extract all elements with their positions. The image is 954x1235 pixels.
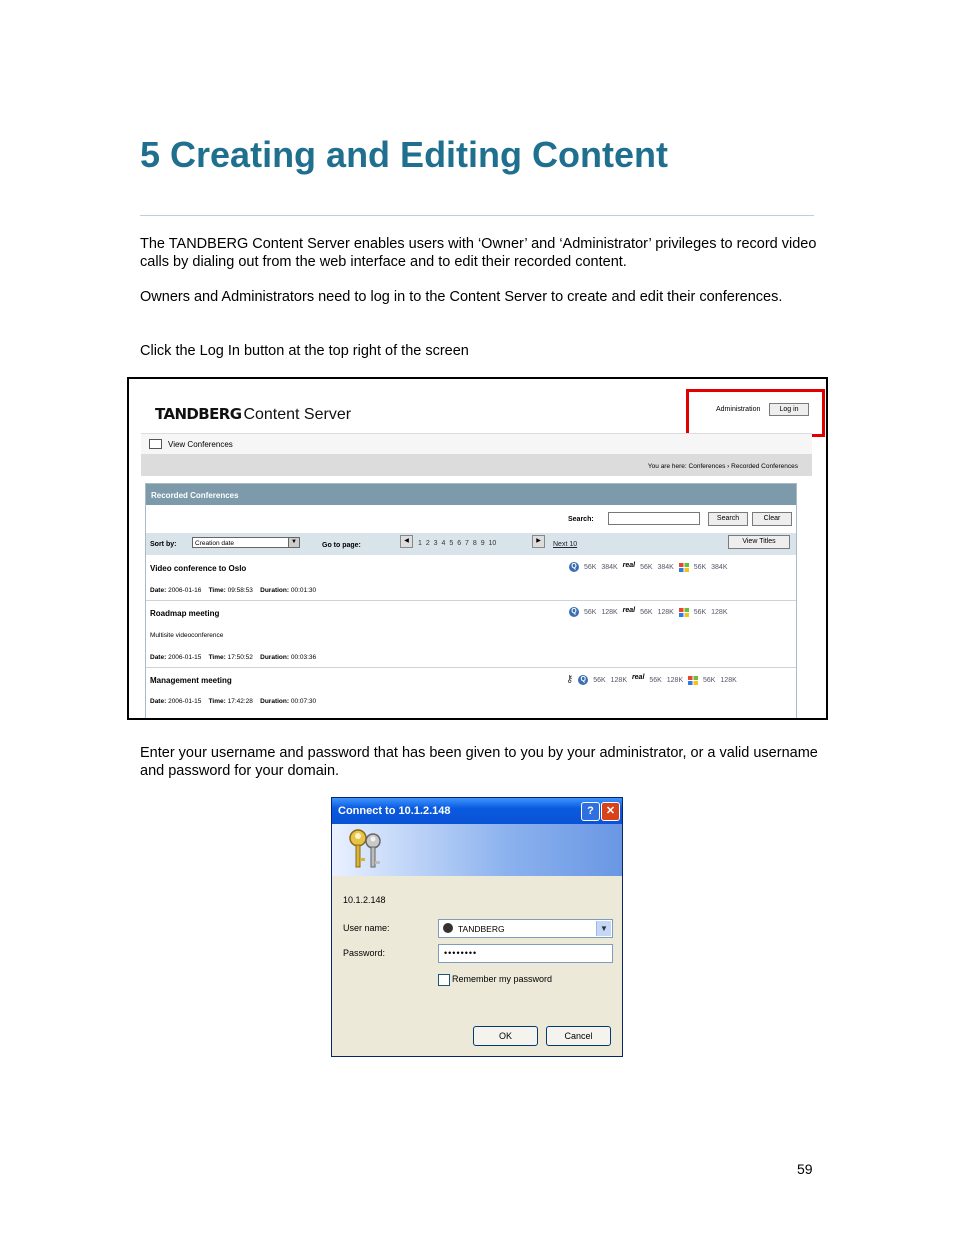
breadcrumb: You are here: Conferences › Recorded Conferences [647,463,798,470]
dialog-titlebar [332,798,622,824]
search-label: Search: [568,516,594,523]
login-button[interactable]: Log in [769,403,809,416]
close-button[interactable]: ✕ [601,802,620,821]
conference-row[interactable] [146,668,796,718]
quicktime-icon: Q [569,607,579,617]
chapter-title: 5 Creating and Editing Content [140,134,668,175]
password-label: Password: [343,948,386,958]
key-icon: ⚷ [566,674,574,685]
quicktime-icon: Q [569,562,579,572]
tandberg-logo: TANDBERG Content Server [155,405,352,423]
remember-password-checkbox[interactable] [438,974,450,986]
conference-title[interactable]: Video conference to Oslo [150,564,247,573]
quicktime-icon: Q [578,675,588,685]
connect-dialog [331,797,623,1057]
password-field[interactable] [438,944,613,963]
sort-select-value: Creation date [195,540,235,547]
breadcrumb-bar [141,454,812,476]
search-input[interactable] [608,512,700,525]
conference-meta: Date: 2006-01-15 Time: 17:42:28 Duration: 00:07:30 [150,698,317,705]
login-paragraph: Owners and Administrators need to log in to the Content Server to create and edit their conferences. [140,289,783,305]
windows-media-icon [688,676,698,685]
title-rule [140,215,814,216]
administration-link[interactable]: Administration [716,406,761,413]
password-value: •••••••• [444,948,478,958]
clear-button[interactable]: Clear [752,512,792,526]
remember-password-label[interactable]: Remember my password [452,974,553,984]
panel-title: Recorded Conferences [151,491,239,500]
login-highlight-box [686,389,825,437]
real-icon: real [622,562,636,569]
page-links[interactable]: 1 2 3 4 5 6 7 8 9 10 [418,540,497,547]
intro-paragraph: The TANDBERG Content Server enables users with ‘Owner’ and ‘Administrator’ privileges to record video calls by dialing out from the web interface and to edit their recorded content. [140,236,817,270]
keys-icon [346,827,386,873]
media-links[interactable]: Q 56K 128K real 56K 128K 56K 128K [569,607,727,617]
conference-description: Multisite videoconference [150,632,224,639]
real-icon: real [631,674,645,681]
conference-meta: Date: 2006-01-15 Time: 17:50:52 Duration: 00:03:36 [150,654,317,661]
conference-row[interactable] [146,556,796,601]
conference-title[interactable]: Management meeting [150,676,232,685]
conference-row[interactable] [146,601,796,668]
chevron-down-icon[interactable]: ▼ [596,921,611,936]
page-number: 59 [797,1161,813,1177]
content-server-screenshot [127,377,828,720]
view-titles-button[interactable]: View Titles [728,535,790,549]
sort-label: Sort by: [150,541,177,548]
search-button[interactable]: Search [708,512,748,526]
windows-media-icon [679,608,689,617]
conference-list-icon [149,439,162,449]
username-combobox[interactable] [438,919,613,938]
view-conferences-link[interactable]: View Conferences [168,440,233,449]
goto-page-label: Go to page: [322,542,361,549]
panel-header [146,484,796,505]
user-icon [443,923,453,933]
next-10-link[interactable]: Next 10 [553,541,578,548]
prev-page-button[interactable]: ◀ [400,535,413,548]
credentials-paragraph: Enter your username and password that has been given to you by your administrator, or a valid username and password for your domain. [140,745,818,779]
windows-media-icon [679,563,689,572]
media-links[interactable]: Q 56K 384K real 56K 384K 56K 384K [569,562,727,572]
ok-button[interactable]: OK [473,1026,538,1046]
dialog-title: Connect to 10.1.2.148 [338,805,451,817]
recorded-conferences-panel [145,483,797,719]
nav-bar [141,433,812,454]
real-icon: real [622,607,636,614]
cancel-button[interactable]: Cancel [546,1026,611,1046]
dialog-banner [332,824,622,876]
instruction-paragraph: Click the Log In button at the top right of the screen [140,343,469,359]
chevron-down-icon: ▼ [288,538,299,547]
sort-select[interactable] [192,537,300,548]
list-toolbar [146,533,796,555]
username-label: User name: [343,923,390,933]
conference-meta: Date: 2006-01-16 Time: 09:58:53 Duration: 00:01:30 [150,587,317,594]
help-button[interactable]: ? [581,802,600,821]
next-page-button[interactable]: ▶ [532,535,545,548]
username-value: TANDBERG [458,924,505,934]
media-links[interactable]: ⚷ Q 56K 128K real 56K 128K 56K 128K [566,674,737,685]
conference-title[interactable]: Roadmap meeting [150,609,220,618]
dialog-host-text: 10.1.2.148 [343,895,386,905]
